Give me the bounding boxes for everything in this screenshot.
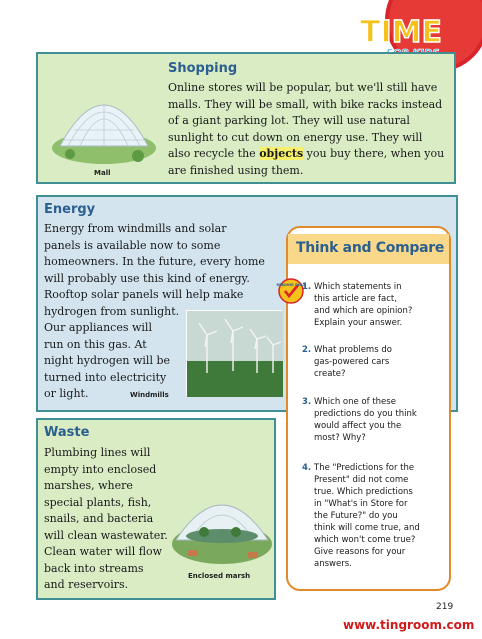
windmills-caption: Windmills bbox=[130, 391, 169, 399]
question-text bbox=[314, 396, 417, 444]
question-line: think will come true, and bbox=[314, 523, 420, 533]
think-and-compare-title: Think and Compare bbox=[296, 240, 445, 256]
question-line: gas-powered cars bbox=[314, 357, 390, 367]
waste-line: empty into enclosed bbox=[44, 462, 157, 476]
website-link[interactable]: www.tingroom.com bbox=[343, 618, 475, 632]
question-number: 3. bbox=[302, 397, 312, 407]
question-line: and which are opinion? bbox=[314, 306, 413, 316]
waste-line: will clean wastewater. bbox=[44, 528, 168, 542]
shopping-body bbox=[168, 80, 453, 179]
shopping-heading: Shopping bbox=[168, 61, 238, 76]
shopping-line-part: also recycle the bbox=[168, 147, 260, 160]
energy-line: panels is available now to some bbox=[44, 238, 221, 252]
reading-skill-badge bbox=[278, 278, 304, 304]
page-number: 219 bbox=[436, 602, 454, 612]
energy-line: night hydrogen will be bbox=[44, 354, 171, 367]
question-line: create? bbox=[314, 369, 346, 379]
question-line: The "Predictions for the bbox=[314, 463, 415, 473]
shopping-line bbox=[168, 146, 453, 163]
question-line: this article are fact, bbox=[314, 294, 397, 304]
mall-caption: Mall bbox=[94, 169, 111, 177]
shopping-line: are finished using them. bbox=[168, 163, 304, 177]
question-line: would affect you the bbox=[314, 421, 402, 431]
energy-line: turned into electricity bbox=[44, 370, 167, 384]
question-number: 1. bbox=[302, 282, 312, 292]
question-line: Explain your answer. bbox=[314, 318, 403, 328]
question-line: the Future?" do you bbox=[314, 511, 398, 521]
waste-line: and reservoirs. bbox=[44, 578, 129, 591]
energy-line: run on this gas. At bbox=[44, 337, 147, 351]
waste-line: marshes, where bbox=[44, 479, 133, 492]
question-line: Give reasons for your bbox=[314, 547, 406, 557]
waste-line: Clean water will flow bbox=[44, 545, 163, 558]
question-number: 2. bbox=[302, 345, 312, 355]
question-line: Which statements in bbox=[314, 282, 402, 292]
shopping-line: malls. They will be small, with bike racks instead bbox=[168, 97, 443, 111]
question-line: What problems do bbox=[314, 345, 392, 355]
enclosed-marsh-photo bbox=[170, 474, 274, 568]
shopping-line-part: you buy there, when you bbox=[303, 147, 445, 160]
question-line: in "What's in Store for bbox=[314, 499, 408, 509]
energy-line: or light. bbox=[44, 387, 89, 400]
logo-time-text: TIME bbox=[360, 15, 442, 50]
energy-heading: Energy bbox=[44, 202, 96, 217]
energy-line: Energy from windmills and solar bbox=[44, 222, 227, 235]
energy-line: Our appliances will bbox=[44, 321, 152, 334]
waste-line: snails, and bacteria bbox=[44, 512, 154, 525]
question-line: Which one of these bbox=[314, 397, 396, 407]
question-text bbox=[314, 281, 412, 329]
question-line: most? Why? bbox=[314, 433, 366, 443]
waste-body bbox=[44, 445, 184, 594]
question-line: true. Which predictions bbox=[314, 487, 413, 497]
energy-line: Rooftop solar panels will help make bbox=[44, 288, 244, 301]
energy-line: will probably use this kind of energy. bbox=[44, 271, 250, 285]
windmills-photo bbox=[186, 310, 282, 396]
think-and-compare-title-bar bbox=[288, 234, 449, 264]
waste-line: back into streams bbox=[44, 561, 144, 575]
energy-line: homeowners. In the future, every home bbox=[44, 255, 265, 268]
enclosed-marsh-caption: Enclosed marsh bbox=[188, 572, 251, 580]
question-line: which won't come true? bbox=[314, 535, 416, 545]
question-text bbox=[314, 344, 392, 380]
question-line: Present" did not come bbox=[314, 475, 409, 485]
waste-line: special plants, fish, bbox=[44, 495, 152, 509]
question-number: 4. bbox=[302, 463, 312, 473]
waste-line: Plumbing lines will bbox=[44, 446, 151, 459]
badge-text: READING SKILL bbox=[276, 283, 306, 287]
shopping-line: sunlight to cut down on energy use. They will bbox=[168, 130, 423, 144]
energy-line: hydrogen from sunlight. bbox=[44, 304, 180, 318]
question-line: answers. bbox=[314, 559, 352, 569]
question-text bbox=[314, 462, 420, 570]
waste-heading: Waste bbox=[44, 425, 90, 440]
shopping-line: Online stores will be popular, but we'll still have bbox=[168, 81, 438, 94]
shopping-line: of a giant parking lot. They will use natural bbox=[168, 114, 410, 127]
mall-photo bbox=[50, 70, 158, 168]
question-line: predictions do you think bbox=[314, 409, 417, 419]
vocab-highlight-objects: objects bbox=[259, 147, 304, 160]
